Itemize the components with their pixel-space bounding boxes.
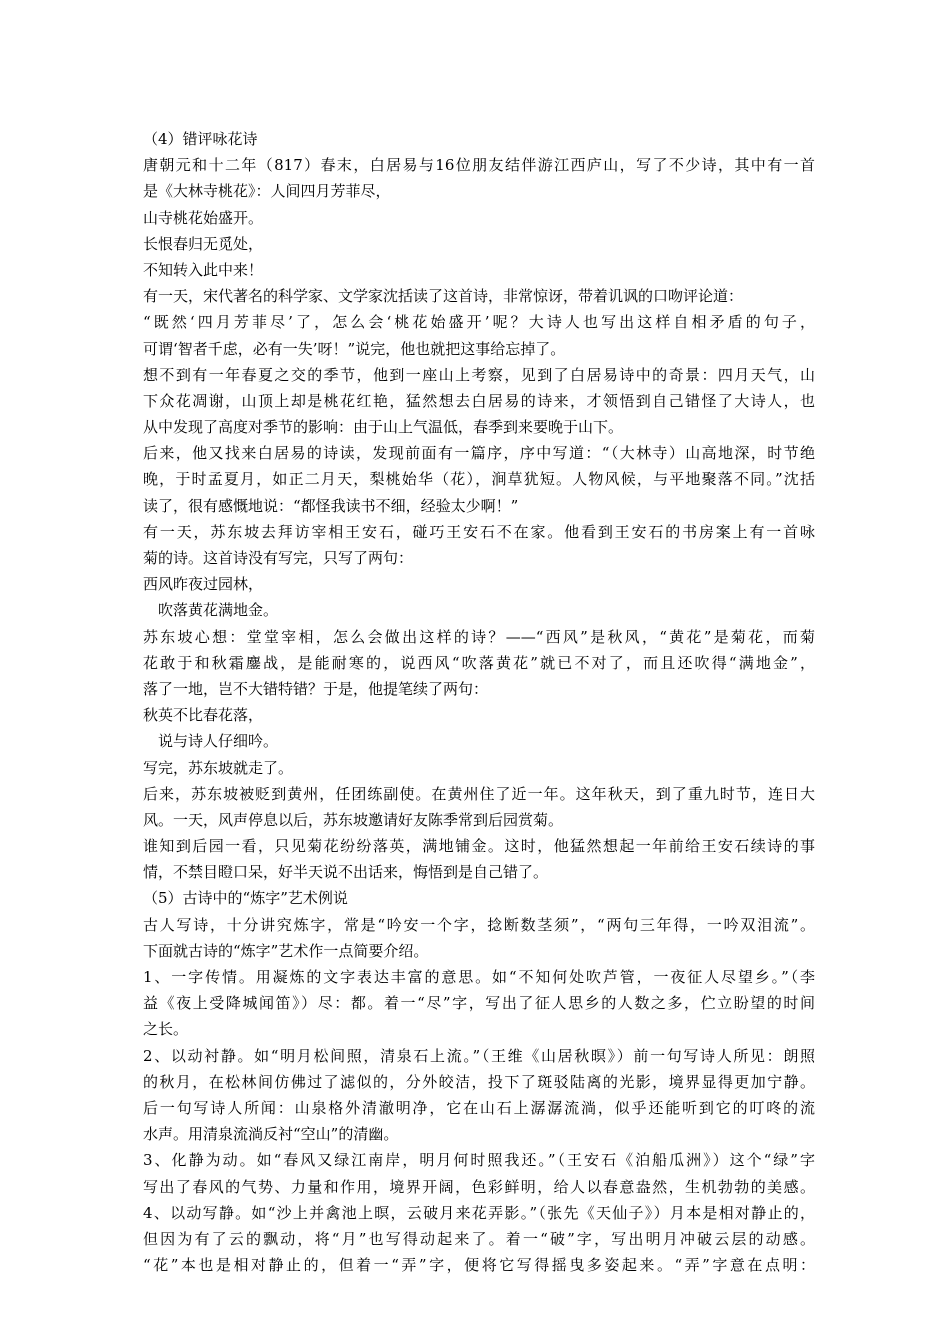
text-line: 古人写诗，十分讲究炼字，常是“吟安一个字，捻断数茎须”，“两句三年得，一吟双泪流”。 [143, 915, 815, 934]
text-line: 读了，很有感慨地说：“都怪我读书不细，经验太少啊！” [143, 496, 519, 515]
text-line: 花敢于和秋霜鏖战，是能耐寒的，说西风“吹落黄花”就已不对了，而且还吹得“满地金”， [143, 653, 815, 672]
text-line: 4、以动写静。如“沙上并禽池上暝，云破月来花弄影。”（张先《天仙子》）月本是相对静止的， [143, 1203, 815, 1222]
text-line: 后来，他又找来白居易的诗读，发现前面有一篇序，序中写道：“（大林寺）山高地深，时节绝 [143, 444, 815, 463]
text-line: 益《夜上受降城闻笛》）尽：都。着一“尽”字，写出了征人思乡的人数之多，伫立盼望的时间 [143, 994, 815, 1013]
text-line: 写完，苏东坡就走了。 [143, 758, 294, 777]
text-line: 秋英不比春花落， [143, 706, 264, 725]
text-line: 谁知到后园一看，只见菊花纷纷落英，满地铺金。这时，他猛然想起一年前给王安石续诗的事 [143, 837, 815, 856]
text-line: （4）错评咏花诗 [143, 130, 258, 148]
text-line: 后来，苏东坡被贬到黄州，任团练副使。在黄州住了近一年。这年秋天，到了重九时节，连日大 [143, 784, 815, 803]
text-line: 不知转入此中来！ [143, 260, 264, 279]
text-line: 想不到有一年春夏之交的季节，他到一座山上考察，见到了白居易诗中的奇景：四月天气，山 [143, 365, 815, 384]
text-line: “既然‘四月芳菲尽’了，怎么会‘桃花始盛开’呢？大诗人也写出这样自相矛盾的句子， [143, 313, 815, 332]
text-line: 的秋月，在松林间仿佛过了滤似的，分外皎洁，投下了斑驳陆离的光影，境界显得更加宁静。 [143, 1072, 815, 1091]
text-line: 晚，于时孟夏月，如正二月天，梨桃始华（花），涧草犹短。人物风候，与平地聚落不同。”沈括 [143, 470, 815, 489]
text-line: 3、化静为动。如“春风又绿江南岸，明月何时照我还。”（王安石《泊船瓜洲》）这个“绿”字 [143, 1151, 815, 1170]
text-line: “花”本也是相对静止的，但着一“弄”字，便将它写得摇曳多姿起来。“弄”字意在点明： [143, 1256, 815, 1275]
text-line: 从中发现了高度对季节的影响：由于山上气温低，春季到来要晚于山下。 [143, 418, 624, 437]
text-line: 下面就古诗的“炼字”艺术作一点简要介绍。 [143, 941, 429, 960]
text-line: 下众花凋谢，山顶上却是桃花红艳，猛然想去白居易的诗来，才领悟到自己错怪了大诗人，也 [143, 391, 815, 410]
text-line: 山寺桃花始盛开。 [143, 208, 264, 227]
text-line: 风。一天，风声停息以后，苏东坡邀请好友陈季常到后园赏菊。 [143, 810, 564, 829]
text-line: 长恨春归无觅处， [143, 234, 264, 253]
document-body [143, 126, 815, 1278]
text-line: 可谓‘智者千虑，必有一失’呀！”说完，他也就把这事给忘掉了。 [143, 339, 566, 358]
text-line: 是《大林寺桃花》：人间四月芳菲尽， [143, 182, 391, 201]
text-line: 落了一地，岂不大错特错？于是，他提笔续了两句： [143, 679, 489, 698]
text-line: 1、一字传情。用凝炼的文字表达丰富的意思。如“不知何处吹芦管，一夜征人尽望乡。”（李 [143, 968, 815, 986]
text-line: 唐朝元和十二年（817）春末，白居易与16位朋友结伴游江西庐山，写了不少诗，其中有一首 [143, 156, 815, 175]
text-line: 后一句写诗人所闻：山泉格外清澈明净，它在山石上潺潺流淌，似乎还能听到它的叮咚的流 [143, 1098, 815, 1117]
text-line: （5）古诗中的“炼字”艺术例说 [143, 889, 348, 908]
text-line: 2、以动衬静。如“明月松间照，清泉石上流。”（王维《山居秋暝》）前一句写诗人所见：朗照 [143, 1046, 815, 1065]
text-line: 之长。 [143, 1020, 189, 1039]
text-line: 写出了春风的气势、力量和作用，境界开阔，色彩鲜明，给人以春意盎然，生机勃勃的美感。 [143, 1177, 815, 1196]
text-line: 水声。用清泉流淌反衬“空山”的清幽。 [143, 1125, 399, 1144]
text-line: 说与诗人仔细吟。 [158, 732, 279, 751]
text-line: 苏东坡心想：堂堂宰相，怎么会做出这样的诗？——“西风”是秋风，“黄花”是菊花，而菊 [143, 627, 815, 646]
text-line: 菊的诗。这首诗没有写完，只写了两句： [143, 549, 414, 567]
text-line: 西风昨夜过园林， [143, 575, 264, 594]
text-line: 情，不禁目瞪口呆，好半天说不出话来，悔悟到是自己错了。 [143, 863, 549, 882]
text-line: 但因为有了云的飘动，将“月”也写得动起来了。着一“破”字，写出明月冲破云层的动感。 [143, 1229, 815, 1248]
text-line: 有一天，苏东坡去拜访宰相王安石，碰巧王安石不在家。他看到王安石的书房案上有一首咏 [143, 522, 815, 541]
text-line: 吹落黄花满地金。 [158, 601, 279, 620]
text-line: 有一天，宋代著名的科学家、文学家沈括读了这首诗，非常惊讶，带着讥讽的口吻评论道： [143, 287, 744, 306]
